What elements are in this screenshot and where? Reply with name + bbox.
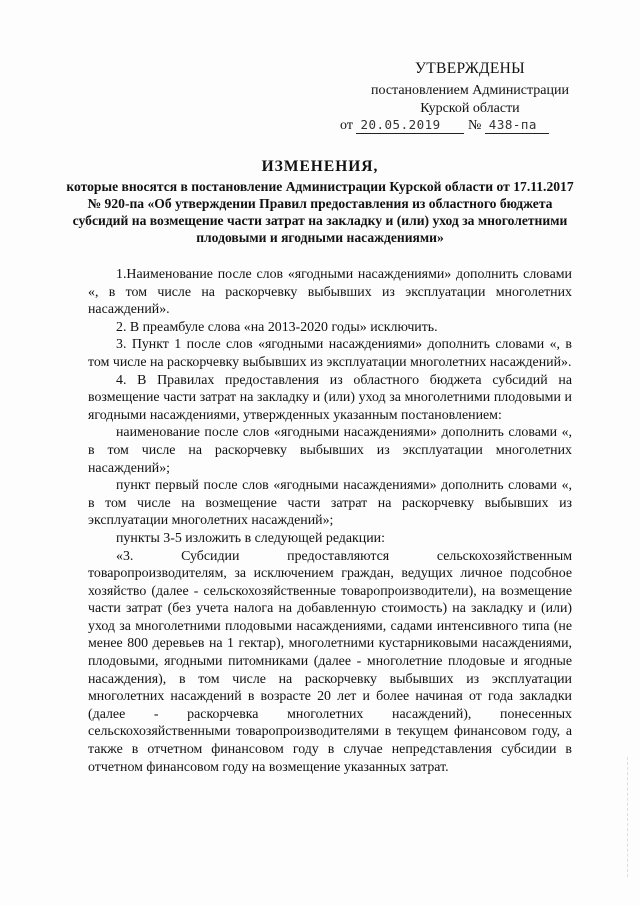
document-subtitle: которые вносятся в постановление Администрации Курской области от 17.11.2017 № 920-па «Об утверждении Правил предоставления из областного бюджета субсидий на возмещение части затрат на закладку и (или) уход за многолетними плодовыми и ягодными насаждениями» [66,179,574,245]
approval-number: 438-па [488,117,537,132]
paragraph-7: пункты 3-5 изложить в следующей редакции: [116,530,385,546]
paragraph-5: наименование после слов «ягодными насаждениями» дополнить словами «, в том числе на раскорчевку выбывших из эксплуатации многолетних насаждений»; [88,425,572,476]
paragraph-3: 3. Пункт 1 после слов «ягодными насаждениями» дополнить словами «, в том числе на раскорчевку выбывших из эксплуатации многолетних насаждений». [88,337,572,370]
date-underline [356,117,464,134]
approval-line-1: постановлением Администрации [371,83,569,98]
paragraph-1: 1.Наименование после слов «ягодными насаждениями» дополнить словами «, в том числе на раскорчевку выбывших из эксплуатации многолетних насаждений». [88,267,572,318]
from-label: от [340,118,353,133]
document-title: ИЗМЕНЕНИЯ, [261,158,379,175]
paragraph-8: «3. Субсидии предоставляются сельскохозяйственным товаропроизводителям, за исключением граждан, ведущих личное подсобное хозяйство (далее - сельскохозяйственные товаропроизводители), на возмещение части затрат (без учета налога на добавленную стоимость) на закладку и (или) уход за многолетними плодовыми насаждениями, садами интенсивного типа (не менее 800 деревьев на 1 гектар), многолетними кустарниковыми насаждениями, плодовыми, ягодными питомниками (далее - многолетние плодовые и ягодные насаждения), в том числе на раскорчевку выбывших из эксплуатации многолетних насаждений в возрасте 20 лет и более начиная от года закладки (далее - раскорчевка многолетних насаждений), понесенных сельскохозяйственными товаропроизводителями в текущем финансовом году, а также в отчетном финансовом году в случае непредставления субсидии в отчетном финансовом году на возмещение указанных затрат. [88,548,572,775]
approval-title: УТВЕРЖДЕНЫ [415,60,525,77]
number-underline [485,117,549,134]
document-heading [60,158,580,246]
number-label: № [467,118,482,133]
approval-block [340,60,600,118]
approval-date-line [340,117,549,134]
approval-line-2: Курской области [420,101,520,116]
page-edge-mark [621,757,628,877]
approval-date: 20.05.2019 [360,117,441,132]
paragraph-6: пункт первый после слов «ягодными насаждениями» дополнить словами «, в том числе на возмещение части затрат на раскорчевку выбывших из эксплуатации многолетних насаждений»; [88,478,572,529]
document-body [88,266,572,776]
paragraph-2: 2. В преамбуле слова «на 2013-2020 годы» исключить. [116,319,438,335]
paragraph-4: 4. В Правилах предоставления из областного бюджета субсидий на возмещение части затрат на закладку и (или) уход за многолетними плодовыми и ягодными насаждениями, утвержденных указанным постановлением: [88,372,572,423]
